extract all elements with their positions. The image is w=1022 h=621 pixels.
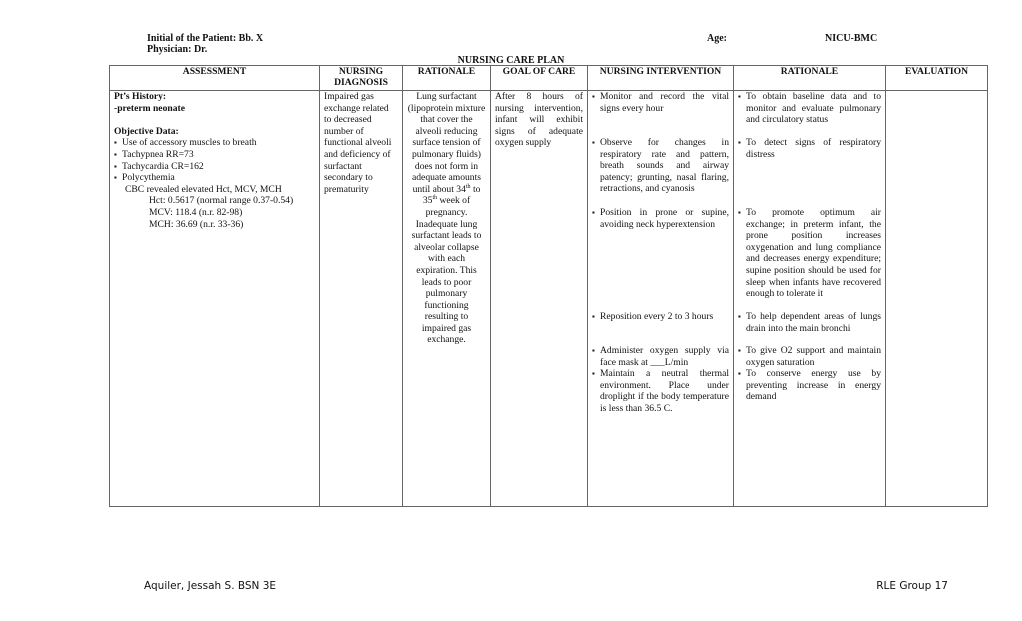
table-row [110,91,988,507]
rationale-text-c: 35 [422,195,433,207]
goal-cell [491,91,588,507]
lab-value: MCH: 36.69 (n.r. 33-36) [149,218,244,230]
rationale-cell [403,91,491,507]
intervention-item: ▪ Monitor and record the vital signs every hour [592,91,729,137]
patient-value: Bb. X [238,33,264,44]
objective-item: ▪ Tachypnea RR=73 [114,149,315,161]
objective-item: ▪ Use of accessory muscles to breath [114,137,315,149]
patient-label: Initial of the Patient: [147,33,237,44]
lab-value: Hct: 0.5617 (normal range 0.37-0.54) [149,195,294,207]
intervention-item: ▪ Maintain a neutral thermal environment. Place under droplight if the body temperature is less than 36.5 C. [592,368,729,414]
diagnosis-cell [320,91,403,507]
evaluation-cell [886,91,988,507]
col-goal: GOAL OF CARE [491,66,588,91]
cbc-text: CBC revealed elevated Hct, MCV, MCH [125,183,282,195]
rationale-text-d: week of pregnancy. Inadequate lung surfactant leads to alveolar collapse with each expiration. This leads to poor pulmonary functioning resulting to impaired gas exchange. [411,195,482,346]
lab-value: MCV: 118.4 (n.r. 82-98) [149,206,243,218]
age-label: Age: [707,33,727,44]
rationale2-item: ▪ To conserve energy use by preventing increase in energy demand [738,368,881,403]
intervention-item: ▪ Observe for changes in respiratory rate and pattern, breath sounds and airway patency; grunting, nasal flaring, retractions, and cyanosis [592,137,729,207]
rationale2-item: ▪ To help dependent areas of lungs drain into the main bronchi [738,311,881,345]
page-title: NURSING CARE PLAN [457,55,565,66]
col-assessment: ASSESSMENT [110,66,320,91]
history-item: -preterm neonate [114,102,185,114]
table-header-row [110,66,988,91]
patient-initial-line [147,33,263,44]
physician-value: Dr. [193,44,208,55]
rationale2-item: ▪ To give O2 support and maintain oxygen saturation [738,345,881,368]
goal-text: After 8 hours of nursing intervention, infant will exhibit signs of adequate oxygen supply [495,91,583,149]
intervention-item: ▪ Administer oxygen supply via face mask at ___L/min [592,345,729,368]
history-label: Pt’s History: [114,91,167,102]
intervention-item: ▪ Position in prone or supine, avoiding neck hyperextension [592,207,729,311]
footer-group: RLE Group 17 [876,580,948,592]
col-evaluation: EVALUATION [886,66,988,91]
intervention-cell [588,91,734,507]
col-intervention: NURSING INTERVENTION [588,66,734,91]
objective-item: ▪ Tachycardia CR=162 [114,161,315,173]
unit-label: NICU-BMC [825,33,878,44]
objective-item: ▪ Polycythemia [114,172,315,184]
physician-label: Physician: [147,44,192,55]
rationale-sup-a: th [465,183,471,190]
objective-label: Objective Data: [114,125,179,137]
rationale2-item: ▪ To obtain baseline data and to monitor and evaluate pulmonary and circulatory status [738,91,881,137]
rationale-sup-b: th [432,195,438,202]
assessment-cell [110,91,320,507]
intervention-item: ▪ Reposition every 2 to 3 hours [592,311,729,345]
col-diagnosis: NURSING DIAGNOSIS [320,66,403,91]
footer-author: Aquiler, Jessah S. BSN 3E [144,580,277,592]
col-rationale: RATIONALE [403,66,491,91]
diagnosis-text: Impaired gas exchange related to decreased number of functional alveoli and deficiency of surfactant secondary to prematurity [324,91,392,195]
rationale-text-b: to [470,183,481,195]
physician-line [147,44,207,55]
care-plan-table [109,65,988,507]
rationale2-item: ▪ To detect signs of respiratory distress [738,137,881,207]
rationale-text-a: Lung surfactant (lipoprotein mixture that cover the alveoli reducing surface tension of pulmonary fluids) does not form in adequate amounts until about 34 [407,91,486,195]
col-rationale-2: RATIONALE [734,66,886,91]
rationale2-cell [734,91,886,507]
rationale2-item: ▪ To promote optimum air exchange; in preterm infant, the prone position increases oxygenation and lung compliance and decreases energy expenditure; supine position should be used for sleep when infants have recovered enough to tolerate it [738,207,881,311]
